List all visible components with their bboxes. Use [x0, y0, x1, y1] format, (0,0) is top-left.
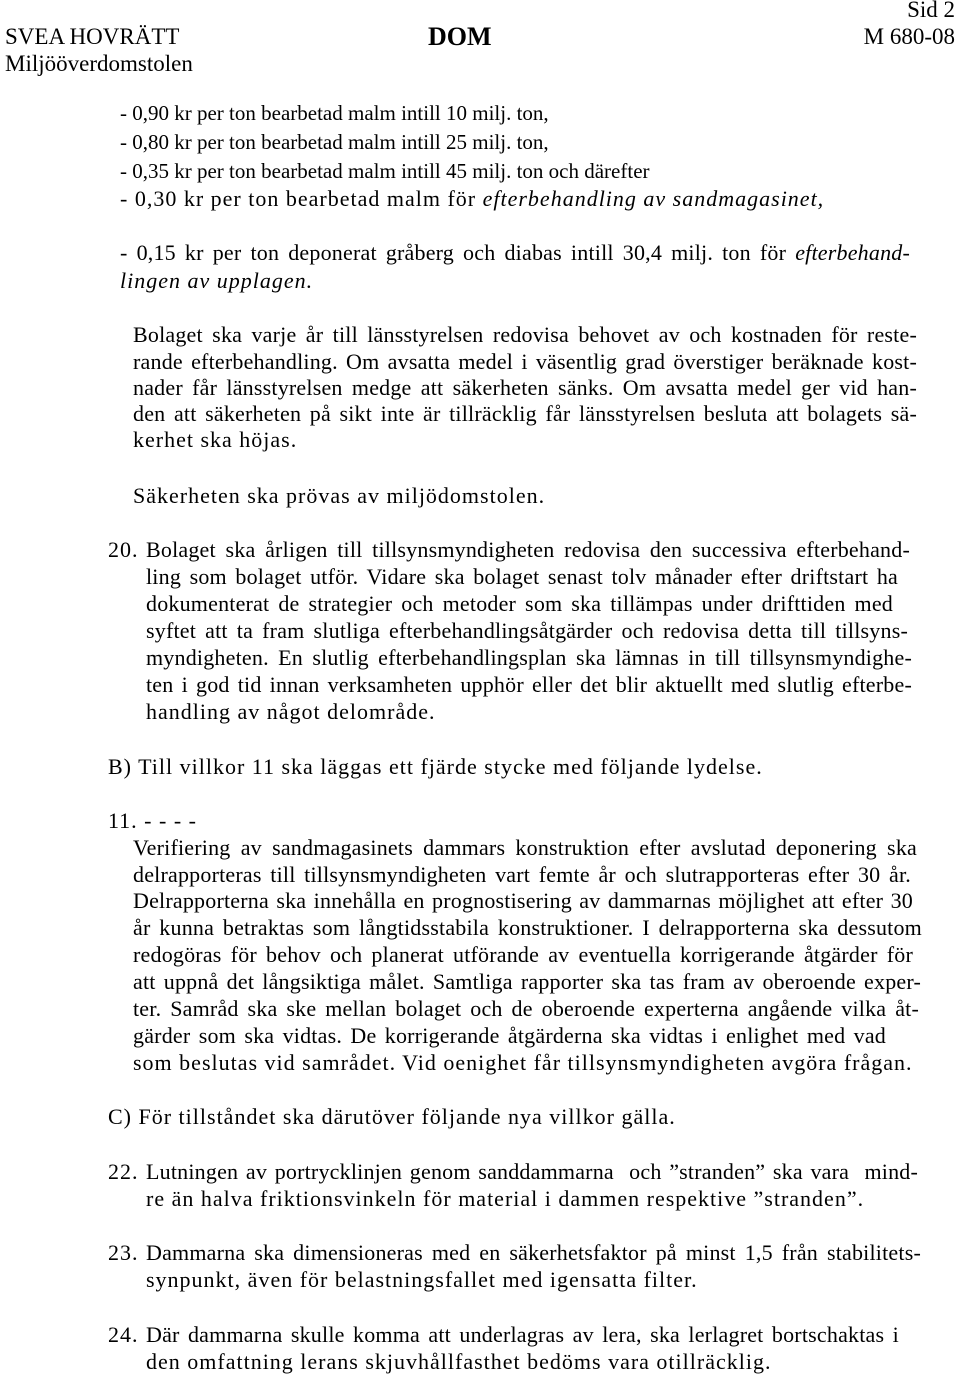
condition-22-line: re än halva friktionsvinkeln för material i dammen respektive ”stranden”.: [146, 1186, 865, 1211]
security-paragraph-line: Bolaget ska varje år till länsstyrelsen redovisa behovet av och kostnaden för reste-: [133, 322, 917, 347]
condition-20-line: myndigheten. En slutlig efterbehandlingsplan ska lämnas in till tillsynsmyndighe-: [146, 645, 912, 670]
condition-23-line: Dammarna ska dimensioneras med en säkerhetsfaktor på minst 1,5 från stabilitets-: [146, 1240, 921, 1265]
condition-20-line: ten i god tid innan verksamheten upphör eller det blir aktuellt med slutlig efterbe-: [146, 672, 912, 697]
condition-20-line: handling av något delområde.: [146, 699, 436, 724]
security-paragraph-line: kerhet ska höjas.: [133, 427, 298, 452]
condition-number: 22.: [108, 1159, 139, 1184]
page-number: Sid 2: [907, 0, 955, 22]
fee-list-italic-text: efterbehandling av sandmagasinet,: [482, 186, 825, 211]
condition-11-line: delrapporteras till tillsynsmyndigheten vart femte år och slutrapporteras efter 30 år.: [133, 862, 911, 887]
fee-list-italic-text: efterbehand-: [795, 240, 910, 265]
fee-list-text: - 0,30 kr per ton bearbetad malm för: [120, 186, 483, 211]
condition-20-line: Bolaget ska årligen till tillsynsmyndigheten redovisa den successiva efterbehand-: [146, 537, 910, 562]
fee-list-line: [120, 186, 824, 212]
court-name: SVEA HOVRÄTT: [5, 24, 180, 49]
court-division: Miljööverdomstolen: [5, 51, 193, 76]
condition-11-line: Delrapporterna ska innehålla en prognostisering av dammarnas möjlighet att efter 30: [133, 888, 913, 913]
condition-11-line: ter. Samråd ska ske mellan bolaget och de oberoende experterna angående vilka åt-: [133, 996, 919, 1021]
condition-11-line: Verifiering av sandmagasinets dammars konstruktion efter avslutad deponering ska: [133, 835, 917, 860]
condition-11-line: redogöras för behov och planerat utförande av eventuella korrigerande åtgärder för: [133, 942, 913, 967]
condition-24-line: Där dammarna skulle komma att underlagras av lera, ska lerlagret bortschaktas i: [146, 1322, 899, 1347]
fee-list-line: - 0,90 kr per ton bearbetad malm intill 10 milj. ton,: [120, 101, 549, 125]
amendment-b-heading: B) Till villkor 11 ska läggas ett fjärde stycke med följande lydelse.: [108, 754, 763, 779]
fee-list-text: - 0,15 kr per ton deponerat gråberg och diabas intill 30,4 milj. ton för: [120, 240, 796, 265]
fee-list-line: [120, 240, 910, 266]
condition-22-line: Lutningen av portrycklinjen genom sanddammarna och ”stranden” ska vara mind-: [146, 1159, 918, 1184]
condition-23-line: synpunkt, även för belastningsfallet med igensatta filter.: [146, 1267, 698, 1292]
security-paragraph-line: rande efterbehandling. Om avsatta medel i väsentlig grad överstiger beräknade kost-: [133, 349, 917, 374]
condition-11-line: att uppnå det långsiktiga målet. Samtliga rapporter ska tas fram av oberoende exper-: [133, 969, 921, 994]
condition-number: 11. - - - -: [108, 808, 197, 833]
fee-list-line: - 0,35 kr per ton bearbetad malm intill 45 milj. ton och därefter: [120, 159, 650, 183]
condition-11-line: år kunna betraktas som långtidsstabila konstruktioner. I delrapporterna ska dessutom: [133, 915, 922, 940]
document-type: DOM: [428, 22, 492, 51]
amendment-c-heading: C) För tillståndet ska därutöver följande nya villkor gälla.: [108, 1104, 676, 1129]
condition-24-line: den omfattning lerans skjuvhållfasthet bedöms vara otillräcklig.: [146, 1349, 772, 1374]
condition-20-line: ling som bolaget utför. Vidare ska bolaget senast tolv månader efter driftstart ha: [146, 564, 898, 589]
fee-list-line: - 0,80 kr per ton bearbetad malm intill 25 milj. ton,: [120, 130, 549, 154]
fee-list-line: lingen av upplagen.: [120, 268, 314, 293]
condition-20-line: dokumenterat de strategier och metoder som ska tillämpas under drifttiden med: [146, 591, 893, 616]
condition-11-line: som beslutas vid samrådet. Vid oenighet får tillsynsmyndigheten avgöra frågan.: [133, 1050, 913, 1075]
condition-11-line: gärder som ska vidtas. De korrigerande åtgärderna ska vidtas i enlighet med vad: [133, 1023, 886, 1048]
security-paragraph-line: den att säkerheten på sikt inte är tillräcklig får länsstyrelsen besluta att bolagets sä-: [133, 401, 917, 426]
condition-number: 23.: [108, 1240, 139, 1265]
security-review-note: Säkerheten ska prövas av miljödomstolen.: [133, 483, 546, 508]
condition-number: 24.: [108, 1322, 139, 1347]
security-paragraph-line: nader får länsstyrelsen medge att säkerheten sänks. Om avsatta medel ger vid han-: [133, 375, 917, 400]
condition-number: 20.: [108, 537, 139, 562]
case-number: M 680-08: [863, 24, 955, 49]
condition-20-line: syftet att ta fram slutliga efterbehandlingsåtgärder och redovisa detta till tillsyns-: [146, 618, 908, 643]
